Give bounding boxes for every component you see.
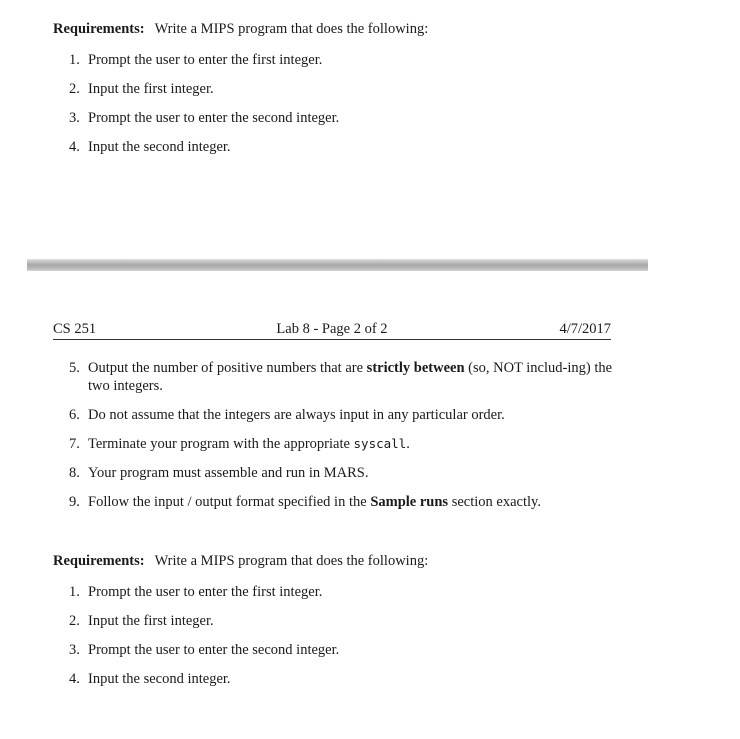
list-item: 1. Prompt the user to enter the first integer.	[69, 584, 323, 600]
list-item: 3. Prompt the user to enter the second integer.	[69, 642, 340, 658]
requirements-heading-top	[53, 21, 428, 38]
list-item: 9. Follow the input / output format specified in the Sample runs section exactly.	[69, 494, 541, 510]
page-break-divider	[27, 259, 648, 271]
page-header	[53, 321, 611, 340]
course-code: CS 251	[53, 321, 97, 337]
list-item: 3. Prompt the user to enter the second integer.	[69, 110, 340, 126]
list-item: 7. Terminate your program with the appropriate syscall.	[69, 436, 410, 452]
requirements-label: Requirements:	[53, 21, 145, 37]
header-date: 4/7/2017	[559, 321, 611, 337]
list-item: 5. Output the number of positive numbers that are strictly between (so, NOT includ-ing) the two integers.	[69, 360, 613, 394]
syscall-code: syscall	[353, 436, 407, 451]
list-item: 2. Input the first integer.	[69, 613, 214, 629]
requirements-intro: Write a MIPS program that does the following:	[154, 553, 429, 569]
list-item: 4. Input the second integer.	[69, 671, 231, 687]
list-item: 1. Prompt the user to enter the first integer.	[69, 52, 323, 68]
requirements-list-continued	[69, 359, 614, 522]
requirements-label: Requirements:	[53, 553, 145, 569]
list-item: 4. Input the second integer.	[69, 139, 231, 155]
requirements-list-top	[69, 51, 339, 167]
requirements-intro: Write a MIPS program that does the following:	[154, 21, 429, 37]
page-indicator: Lab 8 - Page 2 of 2	[276, 321, 388, 337]
requirements-heading-bottom	[53, 553, 428, 570]
requirements-list-bottom	[69, 583, 339, 699]
list-item: 8. Your program must assemble and run in MARS.	[69, 465, 369, 481]
list-item: 2. Input the first integer.	[69, 81, 214, 97]
list-item: 6. Do not assume that the integers are always input in any particular order.	[69, 407, 505, 423]
